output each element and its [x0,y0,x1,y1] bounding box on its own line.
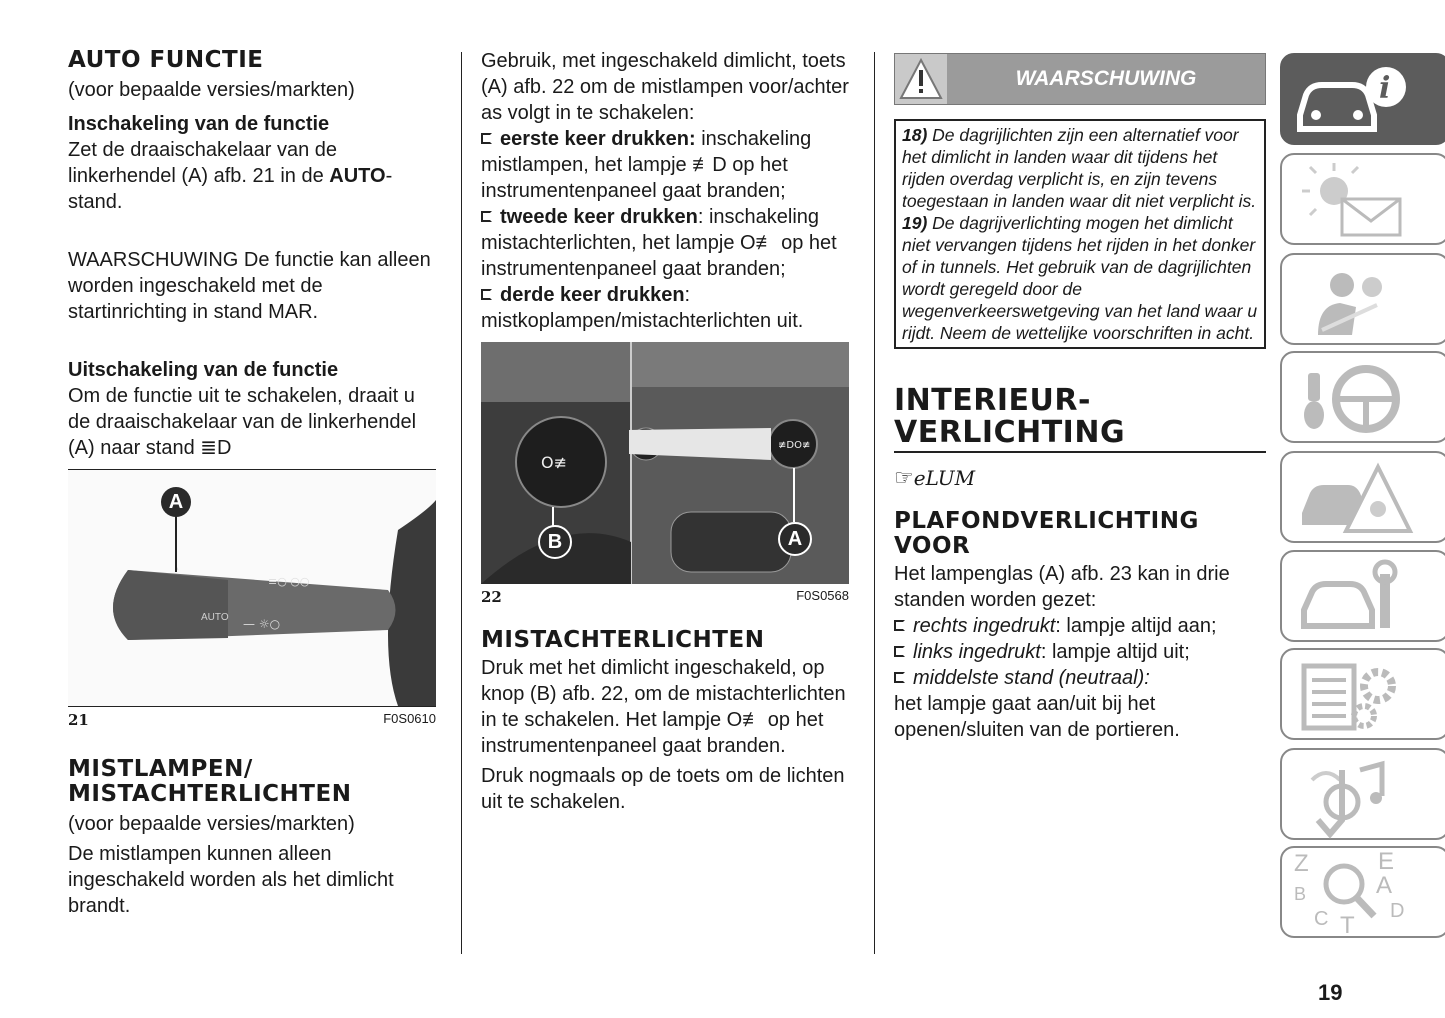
warning-triangle-icon [895,54,947,104]
paragraph: Het lampenglas (A) afb. 23 kan in drie standen worden gezet: [894,563,1230,611]
svg-text:≢DO≢: ≢DO≢ [778,440,811,451]
tab-maintenance[interactable] [1280,550,1445,642]
warning-header [894,53,1266,105]
figure-caption [68,711,436,729]
paragraph: het lampje gaat aan/uit bij het openen/sluiten van de portieren. [894,693,1180,741]
tab-car-info[interactable] [1280,53,1445,145]
list-item: derde keer drukken: [481,282,851,308]
figure-22-image [481,342,849,584]
paragraph: De mistlampen kunnen alleen ingeschakeld worden als het dimlicht brandt. [68,843,394,917]
paragraph: Gebruik, met ingeschakeld dimlicht, toets (A) afb. 22 om de mistlampen voor/achter as volgt in te schakelen: [481,50,849,124]
warning-lights-icon [1282,155,1445,247]
subsection-title: Uitschakeling van de functie [68,359,339,381]
svg-text:i: i [1379,71,1391,106]
list-item: middelste stand (neutraal): [894,665,1266,691]
column-1 [68,48,438,919]
tab-warning-lights[interactable] [1280,153,1445,245]
technical-data-icon [1282,650,1445,742]
section-title: AUTO FUNCTIE [68,47,264,73]
auto-marking: AUTO [201,612,229,623]
paragraph: mistkoplampen/mistachterlichten uit. [481,310,804,332]
figure-21-image [68,470,436,706]
lum-icon: ☞ eLUM [894,465,976,491]
column-2 [481,48,851,815]
car-info-icon [1282,55,1445,147]
tab-emergency[interactable] [1280,451,1445,543]
note-18: 18) De dagrijlichten zijn een alternatief voor het dimlicht in landen waar dit tijdens het rijden overdag verplicht is, en zijn tevens toegestaan in landen waar dit niet verplicht is. [902,125,1257,211]
warning-title: WAARSCHUWING [1015,67,1197,90]
figure-code: F0S0568 [796,588,849,603]
car-maintenance-icon [1282,552,1445,644]
emergency-icon [1282,453,1445,545]
column-divider [461,52,462,954]
note-19: 19) De dagrijverlichting mogen het dimlicht niet vervangen tijdens het rijden in het donker of in tunnels. Het gebruik van de dagrijlichten wordt geregeld door de wegenverkeerswetgeving van het land waar u rijdt. Neem de wettelijke voorschriften in acht. [902,213,1258,343]
warning-notes [894,119,1266,349]
list-item: eerste keer drukken: inschakeling mistlampen, het lampje ≢D op het instrumentenpaneel gaat branden; [481,128,812,202]
figure-number: 21 [68,711,89,729]
tab-key-steering[interactable] [1280,351,1445,443]
list-item: rechts ingedrukt: lampje altijd aan; [894,613,1266,639]
stalk-illustration [68,470,436,706]
tab-technical-data[interactable] [1280,648,1445,740]
list-item: links ingedrukt: lampje altijd uit; [894,639,1266,665]
svg-text:— ☼○: — ☼○ [243,617,281,631]
section-subtitle: (voor bepaalde versies/markten) [68,813,355,835]
subsection-title: Inschakeling van de functie [68,113,330,135]
list-item: tweede keer drukken: inschakeling mistachterlichten, het lampje O≢ op het instrumentenpaneel gaat branden; [481,206,837,280]
section-subtitle: (voor bepaalde versies/markten) [68,79,355,101]
svg-text:O≢: O≢ [541,453,567,472]
tab-index[interactable] [1280,846,1445,938]
paragraph: Zet de draaischakelaar van de linkerhendel (A) afb. 21 in de AUTO-stand. [68,139,393,213]
callout-b: B [538,525,572,559]
svg-text:≡○ ○○: ≡○ ○○ [268,575,310,588]
paragraph: Druk nogmaals op de toets om de lichten uit te schakelen. [481,765,845,813]
tab-safety[interactable] [1280,253,1445,345]
figure-caption [481,588,849,606]
column-3 [894,53,1266,743]
figure-code: F0S0610 [383,711,436,726]
chapter-title: INTERIEUR- VERLICHTING [894,383,1126,450]
page-number: 19 [1318,980,1343,1005]
multimedia-icon [1282,750,1445,842]
index-icon: Z E B A D C T [1294,848,1405,939]
tab-multimedia[interactable] [1280,748,1445,840]
warning-text: WAARSCHUWING De functie kan alleen worden ingeschakeld met de startinrichting in stand MAR. [68,249,431,323]
callout-a: A [161,487,191,517]
section-title: PLAFONDVERLICHTING VOOR [894,508,1199,559]
safety-airbag-icon [1282,255,1445,347]
paragraph: Om de functie uit te schakelen, draait u de draaischakelaar van de linkerhendel (A) naar stand ≣D [68,385,417,459]
section-title: MISTLAMPEN/ MISTACHTERLICHTEN [68,756,352,807]
callout-a: A [778,522,812,556]
paragraph: Druk met het dimlicht ingeschakeld, op knop (B) afb. 22, om de mistachterlichten in te schakelen. Het lampje O≢ op het instrumentenpaneel gaat branden. [481,657,846,757]
key-steering-icon [1282,353,1445,445]
section-title: MISTACHTERLICHTEN [481,627,765,653]
figure-number: 22 [481,588,502,606]
column-divider [874,52,875,954]
